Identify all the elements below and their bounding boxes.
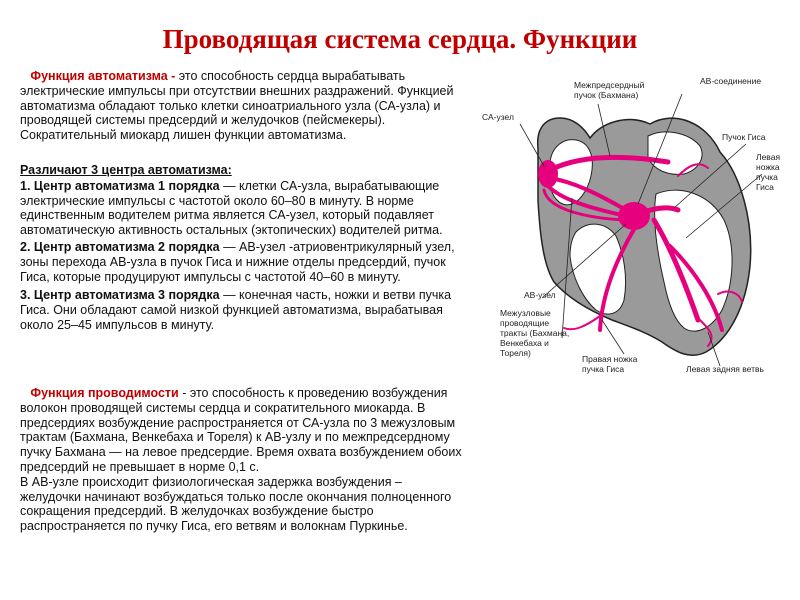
center-3-label: 3. Центр автоматизма 3 порядка bbox=[20, 288, 220, 303]
center-1-text: — клетки СА-узла, вырабатывающие электрические импульсы с частотой около 60–80 в минуту. В норме единственным водителем ритма является СА-узел, который подавляет автоматическую активность остальных (эктопических) водителей ритма. bbox=[20, 178, 443, 238]
label-sa-node: СА-узел bbox=[482, 112, 514, 122]
center-2-text: — АВ-узел -атриовентрикулярный узел, зоны перехода АВ-узла в пучок Гиса и нижние отделы предсердий, пучок Гиса, которые продуцируют импульсы с частотой 40–60 в минуту. bbox=[20, 239, 455, 284]
centers-heading: Различают 3 центра автоматизма: bbox=[20, 163, 232, 177]
label-left-bundle-4: Гиса bbox=[756, 182, 774, 192]
label-bachmann-1: Межпредсердный bbox=[574, 80, 645, 90]
page-title: Проводящая система сердца. Функции bbox=[162, 24, 638, 54]
conduction-text-2: В АВ-узле происходит физиологическая задержка возбуждения – желудочки начинают возбуждаться только после окончания полноценного сокращения предсердий. В желудочках возбуждение быстро распространяется по пучку Гиса, его ветвям и волокнам Пуркинье. bbox=[20, 474, 452, 534]
conduction-section bbox=[20, 386, 465, 534]
label-bachmann-2: пучок (Бахмана) bbox=[574, 90, 639, 100]
conduction-heading: Функция проводимости bbox=[30, 386, 179, 400]
purkinje-fibers-1 bbox=[564, 316, 600, 329]
label-right-bundle-2: пучка Гиса bbox=[582, 364, 625, 374]
automatism-section bbox=[20, 69, 462, 143]
automatism-heading: Функция автоматизма bbox=[30, 69, 168, 83]
center-1-label: 1. Центр автоматизма 1 порядка bbox=[20, 178, 220, 193]
label-av-junction: АВ-соединение bbox=[700, 76, 762, 86]
label-left-bundle-1: Левая bbox=[756, 152, 781, 162]
label-left-bundle-2: ножка bbox=[756, 162, 780, 172]
label-left-bundle-3: пучка bbox=[756, 172, 778, 182]
heart-conduction-diagram bbox=[478, 70, 784, 388]
center-2-label: 2. Центр автоматизма 2 порядка bbox=[20, 239, 220, 254]
automatism-dash: - bbox=[167, 69, 179, 83]
label-av-node: АВ-узел bbox=[524, 290, 556, 300]
av-node-shape bbox=[618, 202, 650, 230]
center-3-text: — конечная часть, ножки и ветви пучка Гиса. Они обладают самой низкой функцией автоматизма, вырабатывая около 25–45 импульсов в минуту. bbox=[20, 288, 452, 332]
automatism-text: это способность сердца вырабатывать электрические импульсы при отсутствии внешних раздражений. Функцией автоматизма обладают только клетки синоатриального узла (СА-узла) и проводящей системы предсердий и желудочков (пейсмекеры). Сократительный миокард лишен функции автоматизма. bbox=[20, 69, 454, 143]
label-right-bundle-1: Правая ножка bbox=[582, 354, 638, 364]
label-tracts-1: Межузловые bbox=[500, 308, 551, 318]
label-his-bundle: Пучок Гиса bbox=[722, 132, 766, 142]
centers-section bbox=[20, 163, 470, 333]
label-tracts-5: Тореля) bbox=[500, 348, 531, 358]
label-left-posterior: Левая задняя ветвь bbox=[686, 364, 764, 374]
label-tracts-2: проводящие bbox=[500, 318, 550, 328]
label-tracts-4: Венкебаха и bbox=[500, 338, 549, 348]
label-tracts-3: тракты (Бахмана, bbox=[500, 328, 570, 338]
sa-node-shape bbox=[538, 160, 558, 188]
conduction-text-1: - это способность к проведению возбуждения волокон проводящей системы сердца и сократительного миокарда. В предсердиях возбуждение распространяется от СА-узла по 3 межузловым трактам (Бахмана, Венкебаха и Тореля) к АВ-узлу и по межпредсердному пучку Бахмана — на левое предсердие. Время охвата возбуждением обоих предсердий не превышает в норме 0,1 с. bbox=[20, 386, 462, 474]
